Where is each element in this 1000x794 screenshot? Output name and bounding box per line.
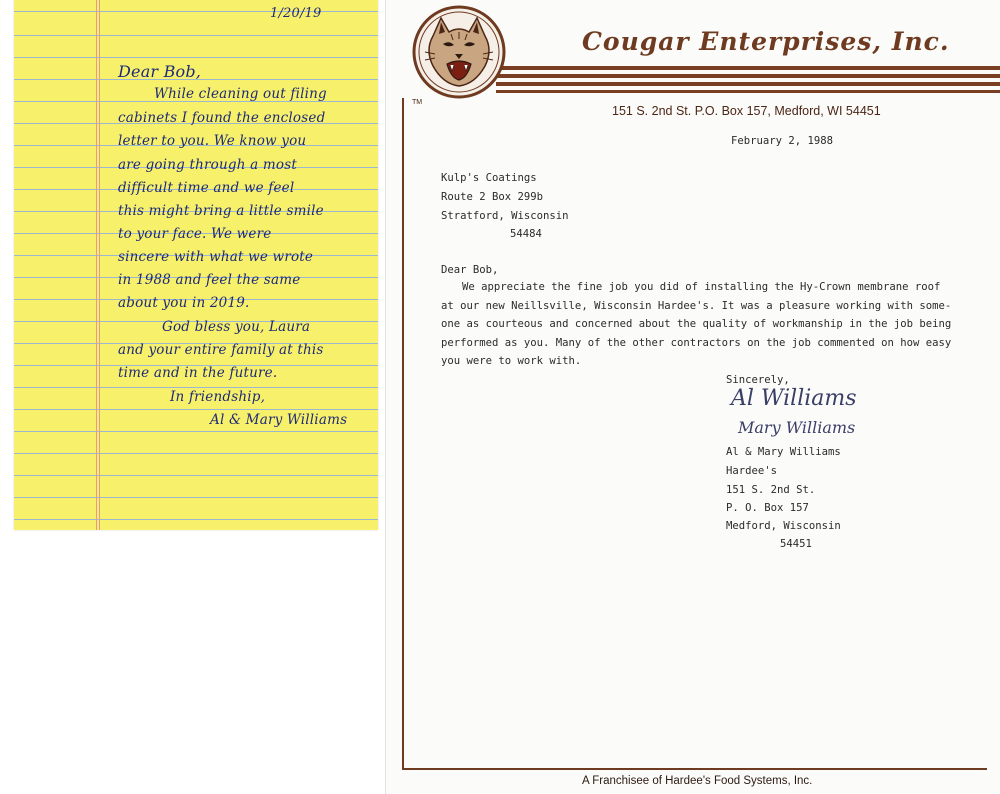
letter-body-line: at our new Neillsville, Wisconsin Hardee's. It was a pleasure working with some-	[441, 300, 952, 312]
letterhead-footer: A Franchisee of Hardee's Food Systems, Inc.	[582, 775, 813, 787]
sender-name: Al & Mary Williams	[726, 446, 841, 458]
letter-date: February 2, 1988	[731, 135, 834, 147]
letter-body-line: one as courteous and concerned about the quality of workmanship in the job being	[441, 318, 952, 330]
note-line: While cleaning out filing	[154, 86, 327, 102]
signature-al: Al Williams	[731, 386, 857, 411]
note-line: letter to you. We know you	[118, 133, 307, 149]
note-line: this might bring a little smile	[118, 203, 324, 219]
note-line: sincere with what we wrote	[118, 249, 314, 265]
note-margin-line	[99, 0, 100, 530]
recipient-name: Kulp's Coatings	[441, 172, 537, 184]
note-line: In friendship,	[170, 389, 266, 405]
letter-body-line: We appreciate the fine job you did of installing the Hy-Crown membrane roof	[462, 281, 941, 293]
note-date: 1/20/19	[270, 6, 322, 21]
recipient-address-line: Route 2 Box 299b	[441, 191, 544, 203]
note-line: in 1988 and feel the same	[118, 272, 301, 288]
cougar-logo-icon	[411, 4, 507, 104]
header-stripe	[496, 74, 1000, 78]
business-letter	[385, 0, 1000, 794]
note-margin-line	[96, 0, 97, 530]
letter-closing: Sincerely,	[726, 374, 790, 386]
sender-zip: 54451	[780, 538, 812, 550]
company-address: 151 S. 2nd St. P.O. Box 157, Medford, WI 54451	[612, 104, 881, 118]
handwritten-note	[14, 0, 378, 530]
note-line: cabinets I found the enclosed	[118, 110, 326, 126]
note-signature: Al & Mary Williams	[210, 412, 348, 428]
note-salutation: Dear Bob,	[118, 62, 202, 81]
header-stripe	[496, 90, 1000, 93]
recipient-zip: 54484	[510, 228, 542, 240]
trademark-mark: TM	[412, 99, 423, 106]
sender-address-line: Medford, Wisconsin	[726, 520, 841, 532]
recipient-address-line: Stratford, Wisconsin	[441, 210, 569, 222]
sender-address-line: P. O. Box 157	[726, 502, 809, 514]
note-line: God bless you, Laura	[162, 319, 311, 335]
page-border-bottom	[402, 768, 987, 770]
letter-body-line: performed as you. Many of the other contractors on the job commented on how easy	[441, 337, 952, 349]
page-border-left	[402, 98, 404, 770]
note-line: time and in the future.	[118, 365, 278, 381]
note-line: difficult time and we feel	[118, 180, 295, 196]
note-line: about you in 2019.	[118, 295, 250, 311]
signature-mary: Mary Williams	[738, 418, 856, 437]
letter-body-line: you were to work with.	[441, 355, 582, 367]
note-line: to your face. We were	[118, 226, 272, 242]
letter-salutation: Dear Bob,	[441, 264, 499, 276]
header-stripe	[496, 66, 1000, 70]
note-line: are going through a most	[118, 157, 297, 173]
company-name: Cougar Enterprises, Inc.	[582, 27, 950, 56]
header-stripe	[496, 82, 1000, 86]
sender-address-line: 151 S. 2nd St.	[726, 484, 816, 496]
sender-address-line: Hardee's	[726, 465, 778, 477]
note-line: and your entire family at this	[118, 342, 324, 358]
